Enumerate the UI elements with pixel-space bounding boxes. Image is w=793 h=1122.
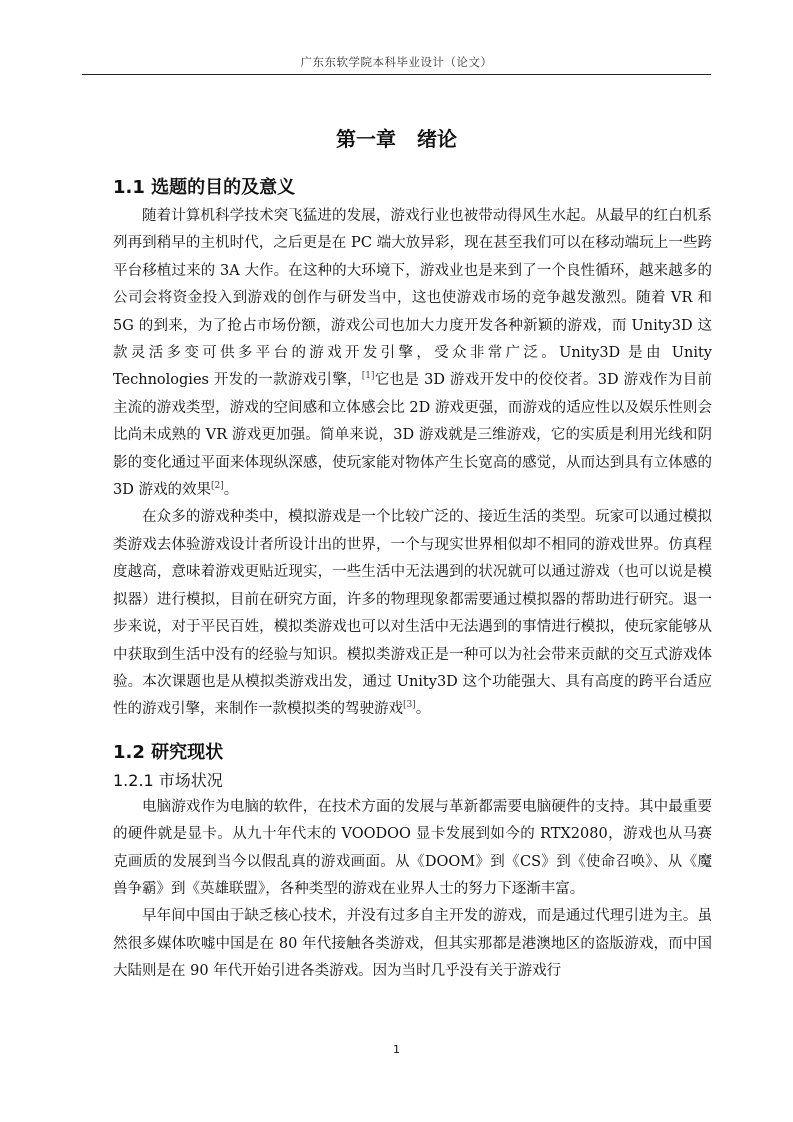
subsection-heading: 1.2.1 市场状况 (113, 770, 223, 790)
paragraph-text: 它也是 3D 游戏开发中的佼佼者。3D 游戏作为目前主流的游戏类型，游戏的空间感和立体感会比 2D 游戏更强，而游戏的适应性以及娱乐性则会比尚未成熟的 VR 游戏更加强。简单来说，3D 游戏就是三维游戏，它的实质是利用光线和阴影的变化通过平面来体现纵深感，使玩家能对物体产生长宽高的感觉，从而达到具有立体感的 3D 游戏的效果 (113, 372, 713, 499)
citation-ref: [2] (210, 481, 224, 492)
paragraph: 电脑游戏作为电脑的软件，在技术方面的发展与革新都需要电脑硬件的支持。其中最重要的硬件就是显卡。从九十年代末的 VOODOO 显卡发展到如今的 RTX2080，游戏也从马赛克画质的发展到当今以假乱真的游戏画面。从《DOOM》到《CS》到《使命召唤》、从《魔兽争霸》到《英雄联盟》，各种类型的游戏在业界人士的努力下逐渐丰富。 (113, 798, 712, 897)
paragraph-text: 。 (415, 701, 431, 718)
running-header: 广东东软学院本科毕业设计（论文） (300, 55, 493, 69)
paragraph (113, 504, 712, 723)
paragraph: 早年间中国由于缺乏核心技术，并没有过多自主开发的游戏，而是通过代理引进为主。虽然很多媒体吹嘘中国是在 80 年代接触各类游戏，但其实那都是港澳地区的盗版游戏，而中国大陆则是在 90 年代开始引进各类游戏。因为当时几乎没有关于游戏行 (113, 908, 712, 980)
citation-ref: [3] (403, 700, 416, 711)
paragraph-text: 在众多的游戏种类中，模拟游戏是一个比较广泛的、接近生活的类型。玩家可以通过模拟类游戏去体验游戏设计者所设计出的世界，一个与现实世界相似却不相同的游戏世界。仿真程度越高，意味着游戏更贴近现实，一些生活中无法遇到的状况就可以通过游戏（也可以说是模拟器）进行模拟，目前在研究方面，许多的物理现象都需要通过模拟器的帮助进行研究。退一步来说，对于平民百姓，模拟类游戏也可以对生活中无法遇到的事情进行模拟，使玩家能够从中获取到生活中没有的经验与知识。模拟类游戏正是一种可以为社会带来贡献的交互式游戏体验。本次课题也是从模拟类游戏出发，通过 Unity3D 这个功能强大、具有高度的跨平台适应性的游戏引擎，来制作一款模拟类的驾驶游戏 (113, 509, 712, 718)
body-content (113, 173, 712, 986)
header-rule (82, 74, 711, 75)
chapter-title: 第一章 绪论 (336, 127, 457, 151)
paragraph-text: 随着计算机科学技术突飞猛进的发展，游戏行业也被带动得风生水起。从最早的红白机系列再到稍早的主机时代，之后更是在 PC 端大放异彩，现在甚至我们可以在移动端玩上一些跨平台移植过来的 3A 大作。在这种的大环境下，游戏业也是来到了一个良性循环，越来越多的公司会将资金投入到游戏的创作与研发当中，这也使游戏市场的竞争越发激烈。随着 VR 和 5G 的到来，为了抢占市场份额，游戏公司也加大力度开发各种新颖的游戏，而 Unity3D 这款灵活多变可供多平台的游戏开发引擎，受众非常广泛。Unity3D 是由 Unity Technologies 开发的一款游戏引擎， (113, 208, 712, 389)
paragraph-text: 。 (223, 482, 239, 499)
section-heading: 1.1 选题的目的及意义 (113, 177, 296, 198)
citation-ref: [1] (361, 371, 375, 382)
page-number: 1 (393, 1043, 400, 1056)
paragraph (113, 203, 712, 504)
section-spacer (113, 724, 712, 738)
section-heading: 1.2 研究现状 (113, 741, 224, 763)
